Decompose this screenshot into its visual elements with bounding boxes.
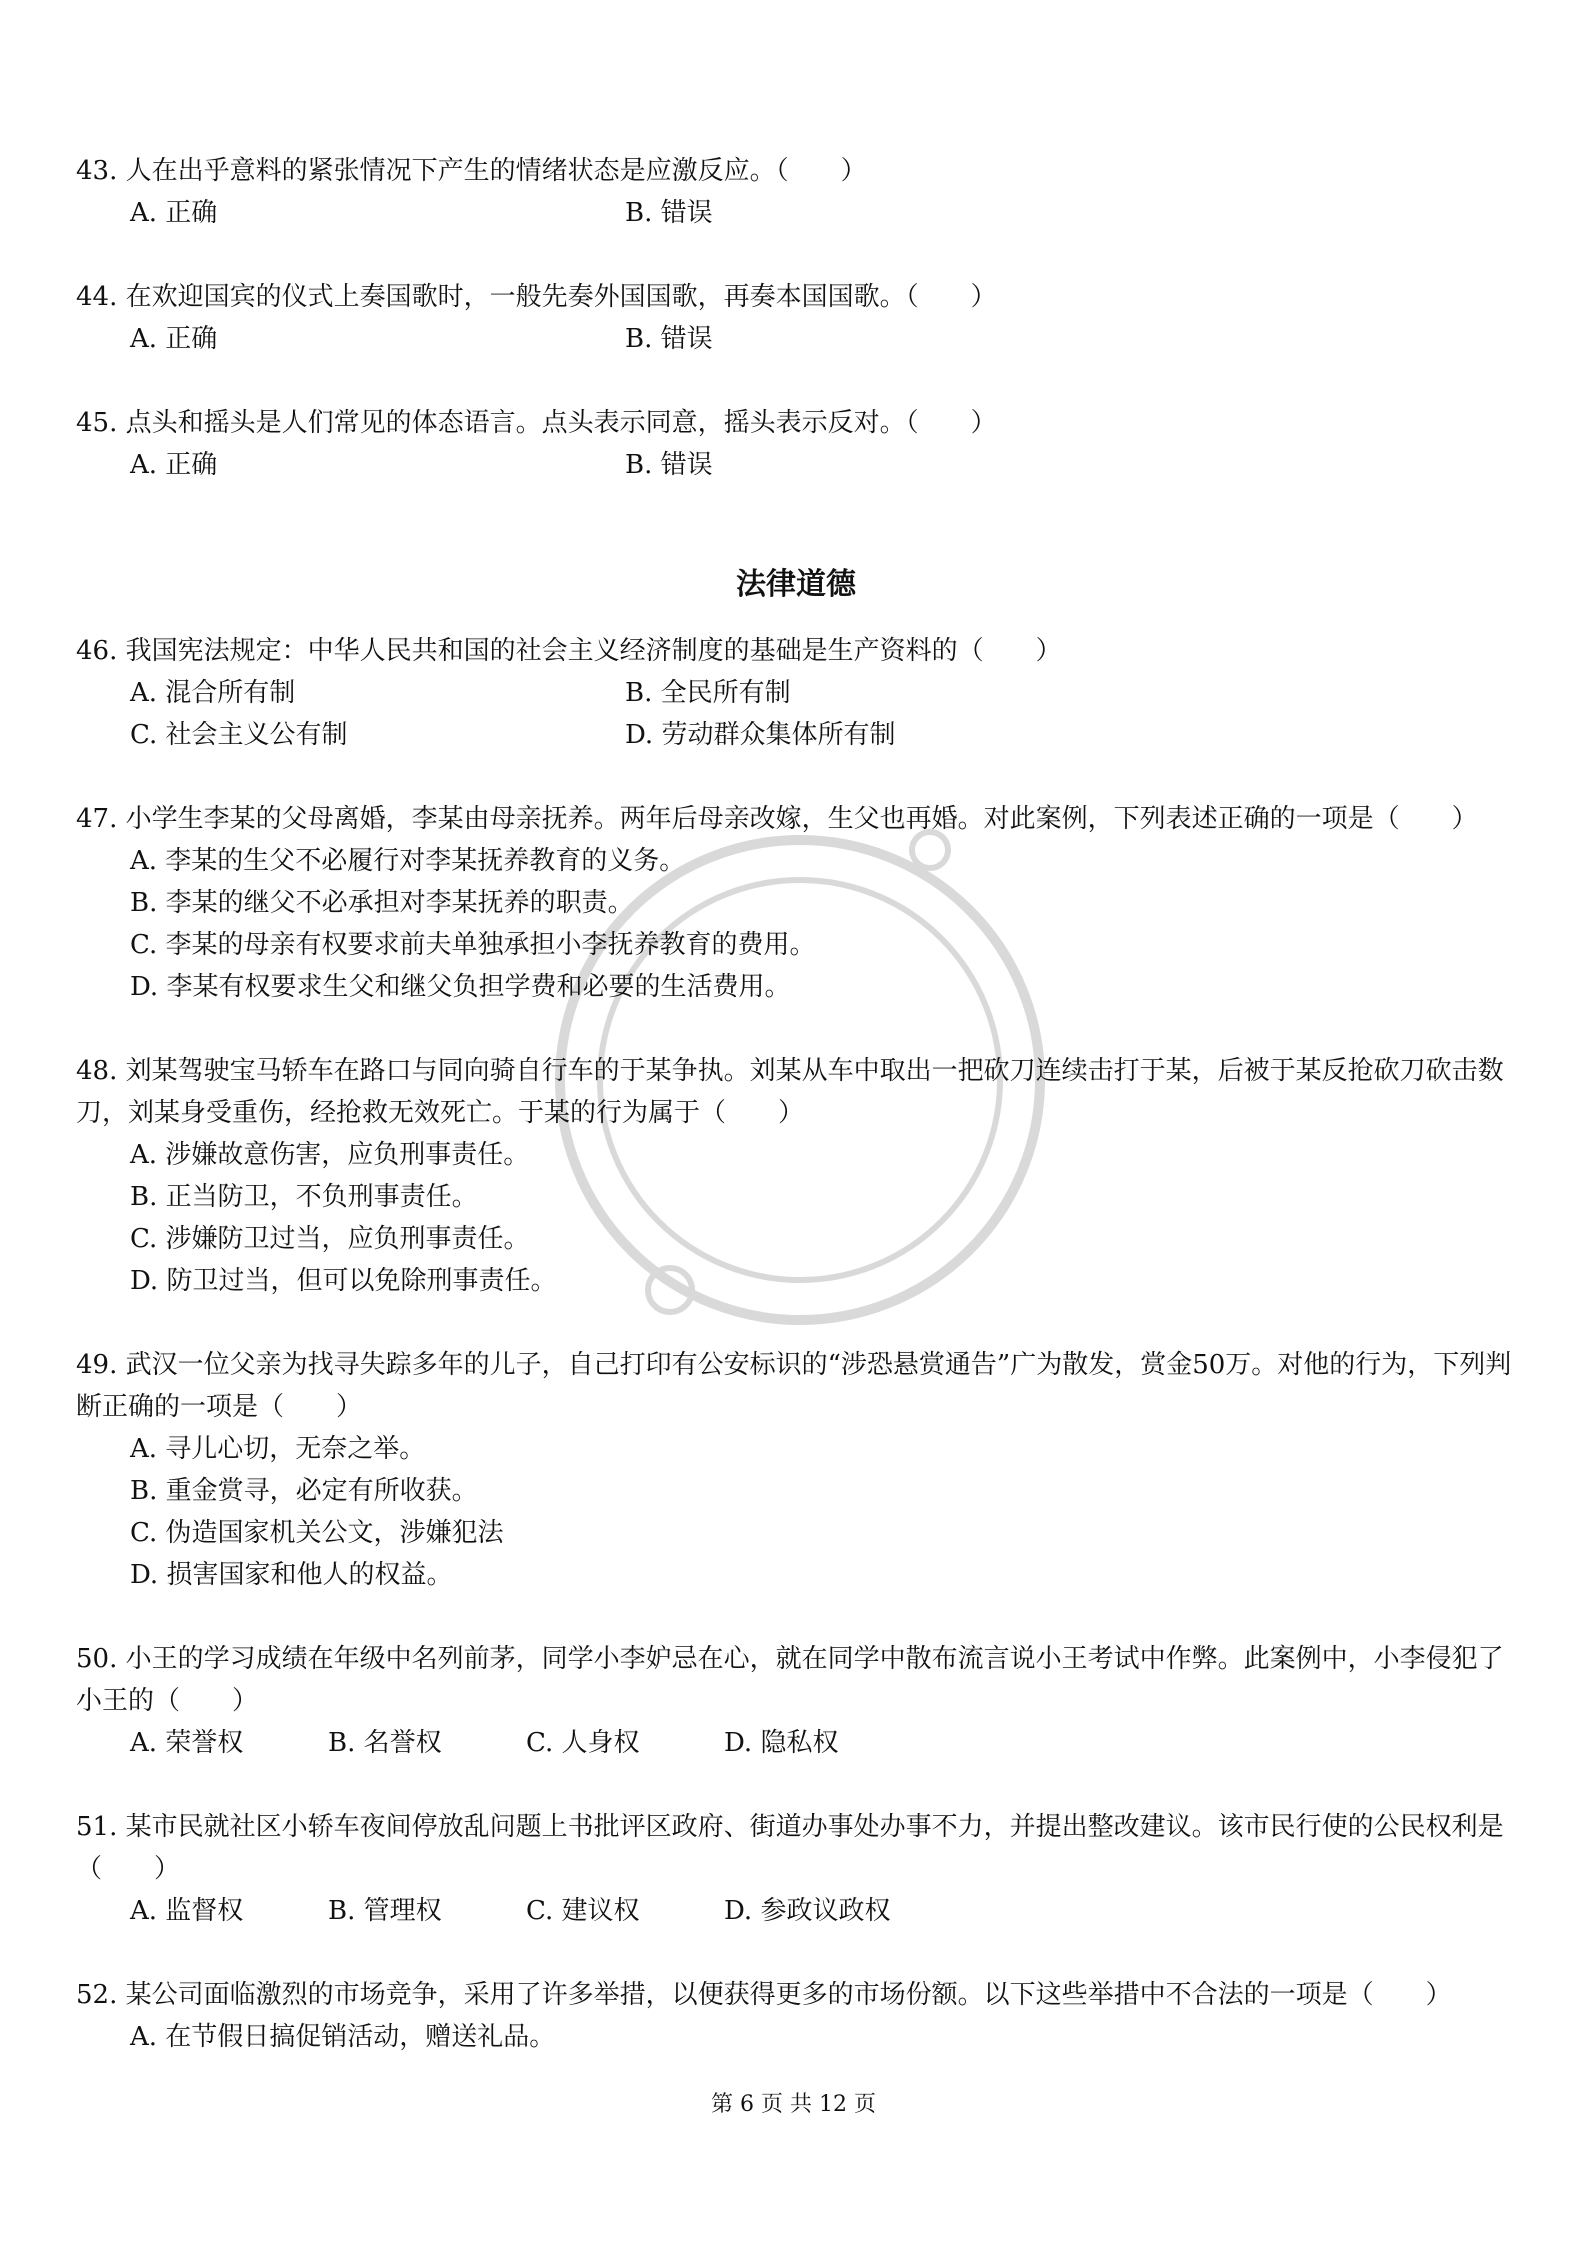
question-47: [76, 798, 1516, 1008]
question-stem: 50. 小王的学习成绩在年级中名列前茅，同学小李妒忌在心，就在同学中散布流言说小王考试中作弊。此案例中，小李侵犯了小王的（ ）: [76, 1644, 1504, 1716]
option-a: A. 混合所有制: [130, 678, 296, 708]
option-d: D. 李某有权要求生父和继父负担学费和必要的生活费用。: [130, 972, 791, 1002]
options: [76, 192, 1516, 234]
question-49: [76, 1344, 1516, 1596]
option-a: A. 正确: [130, 198, 218, 228]
option-b: B. 全民所有制: [625, 678, 791, 708]
option-c: C. 人身权: [526, 1728, 640, 1758]
option-a: A. 正确: [130, 324, 218, 354]
option-b: B. 正当防卫，不负刑事责任。: [130, 1182, 478, 1212]
option-c: C. 涉嫌防卫过当，应负刑事责任。: [130, 1224, 530, 1254]
options: [76, 1134, 1516, 1302]
question-stem: 45. 点头和摇头是人们常见的体态语言。点头表示同意，摇头表示反对。（ ）: [76, 408, 997, 438]
options-row: [76, 1890, 1516, 1932]
option-a: A. 在节假日搞促销活动，赠送礼品。: [130, 2022, 556, 2052]
question-50: [76, 1638, 1516, 1764]
options: [76, 2016, 1516, 2058]
question-stem: 43. 人在出乎意料的紧张情况下产生的情绪状态是应激反应。（ ）: [76, 156, 867, 186]
option-c: C. 建议权: [526, 1896, 640, 1926]
option-a: A. 涉嫌故意伤害，应负刑事责任。: [130, 1140, 530, 1170]
option-b: B. 错误: [625, 450, 713, 480]
question-stem: 51. 某市民就社区小轿车夜间停放乱问题上书批评区政府、街道办事处办事不力，并提出整改建议。该市民行使的公民权利是（ ）: [76, 1812, 1504, 1884]
options: [76, 444, 1516, 486]
option-b: B. 李某的继父不必承担对李某抚养的职责。: [130, 888, 634, 918]
question-stem: 47. 小学生李某的父母离婚，李某由母亲抚养。两年后母亲改嫁，生父也再婚。对此案例，下列表述正确的一项是（ ）: [76, 804, 1478, 834]
question-43: [76, 150, 1516, 234]
question-44: [76, 276, 1516, 360]
option-a: A. 监督权: [130, 1896, 244, 1926]
option-d: D. 防卫过当，但可以免除刑事责任。: [130, 1266, 557, 1296]
exam-content: [76, 150, 1516, 2058]
question-45: [76, 402, 1516, 486]
option-a: A. 荣誉权: [130, 1728, 244, 1758]
option-d: D. 参政议政权: [724, 1896, 891, 1926]
question-52: [76, 1974, 1516, 2058]
option-b: B. 管理权: [328, 1896, 442, 1926]
option-a: A. 寻儿心切，无奈之举。: [130, 1434, 426, 1464]
question-48: [76, 1050, 1516, 1302]
options-row: [76, 1722, 1516, 1764]
option-d: D. 劳动群众集体所有制: [625, 720, 896, 750]
option-d: D. 损害国家和他人的权益。: [130, 1560, 453, 1590]
section-title: 法律道德: [736, 567, 856, 602]
options: [76, 840, 1516, 1008]
options: [76, 318, 1516, 360]
option-b: B. 重金赏寻，必定有所收获。: [130, 1476, 478, 1506]
option-a: A. 正确: [130, 450, 218, 480]
option-c: C. 社会主义公有制: [130, 720, 348, 750]
question-stem: 48. 刘某驾驶宝马轿车在路口与同向骑自行车的于某争执。刘某从车中取出一把砍刀连续击打于某，后被于某反抢砍刀砍击数刀，刘某身受重伤，经抢救无效死亡。于某的行为属于（ ）: [76, 1056, 1504, 1128]
option-a: A. 李某的生父不必履行对李某抚养教育的义务。: [130, 846, 686, 876]
options-row: [76, 672, 1516, 714]
option-b: B. 错误: [625, 324, 713, 354]
question-stem: 46. 我国宪法规定：中华人民共和国的社会主义经济制度的基础是生产资料的（ ）: [76, 636, 1062, 666]
option-b: B. 错误: [625, 198, 713, 228]
question-46: [76, 630, 1516, 756]
option-c: C. 伪造国家机关公文，涉嫌犯法: [130, 1518, 504, 1548]
question-stem: 49. 武汉一位父亲为找寻失踪多年的儿子，自己打印有公安标识的“涉恐悬赏通告”广为散发，赏金50万。对他的行为，下列判断正确的一项是（ ）: [76, 1350, 1512, 1422]
option-d: D. 隐私权: [724, 1728, 839, 1758]
options-row: [76, 714, 1516, 756]
option-c: C. 李某的母亲有权要求前夫单独承担小李抚养教育的费用。: [130, 930, 816, 960]
option-b: B. 名誉权: [328, 1728, 442, 1758]
question-stem: 52. 某公司面临激烈的市场竞争，采用了许多举措，以便获得更多的市场份额。以下这些举措中不合法的一项是（ ）: [76, 1980, 1452, 2010]
options: [76, 1428, 1516, 1596]
question-stem: 44. 在欢迎国宾的仪式上奏国歌时，一般先奏外国国歌，再奏本国国歌。（ ）: [76, 282, 997, 312]
question-51: [76, 1806, 1516, 1932]
page-footer: 第 6 页 共 12 页: [711, 2092, 876, 2117]
